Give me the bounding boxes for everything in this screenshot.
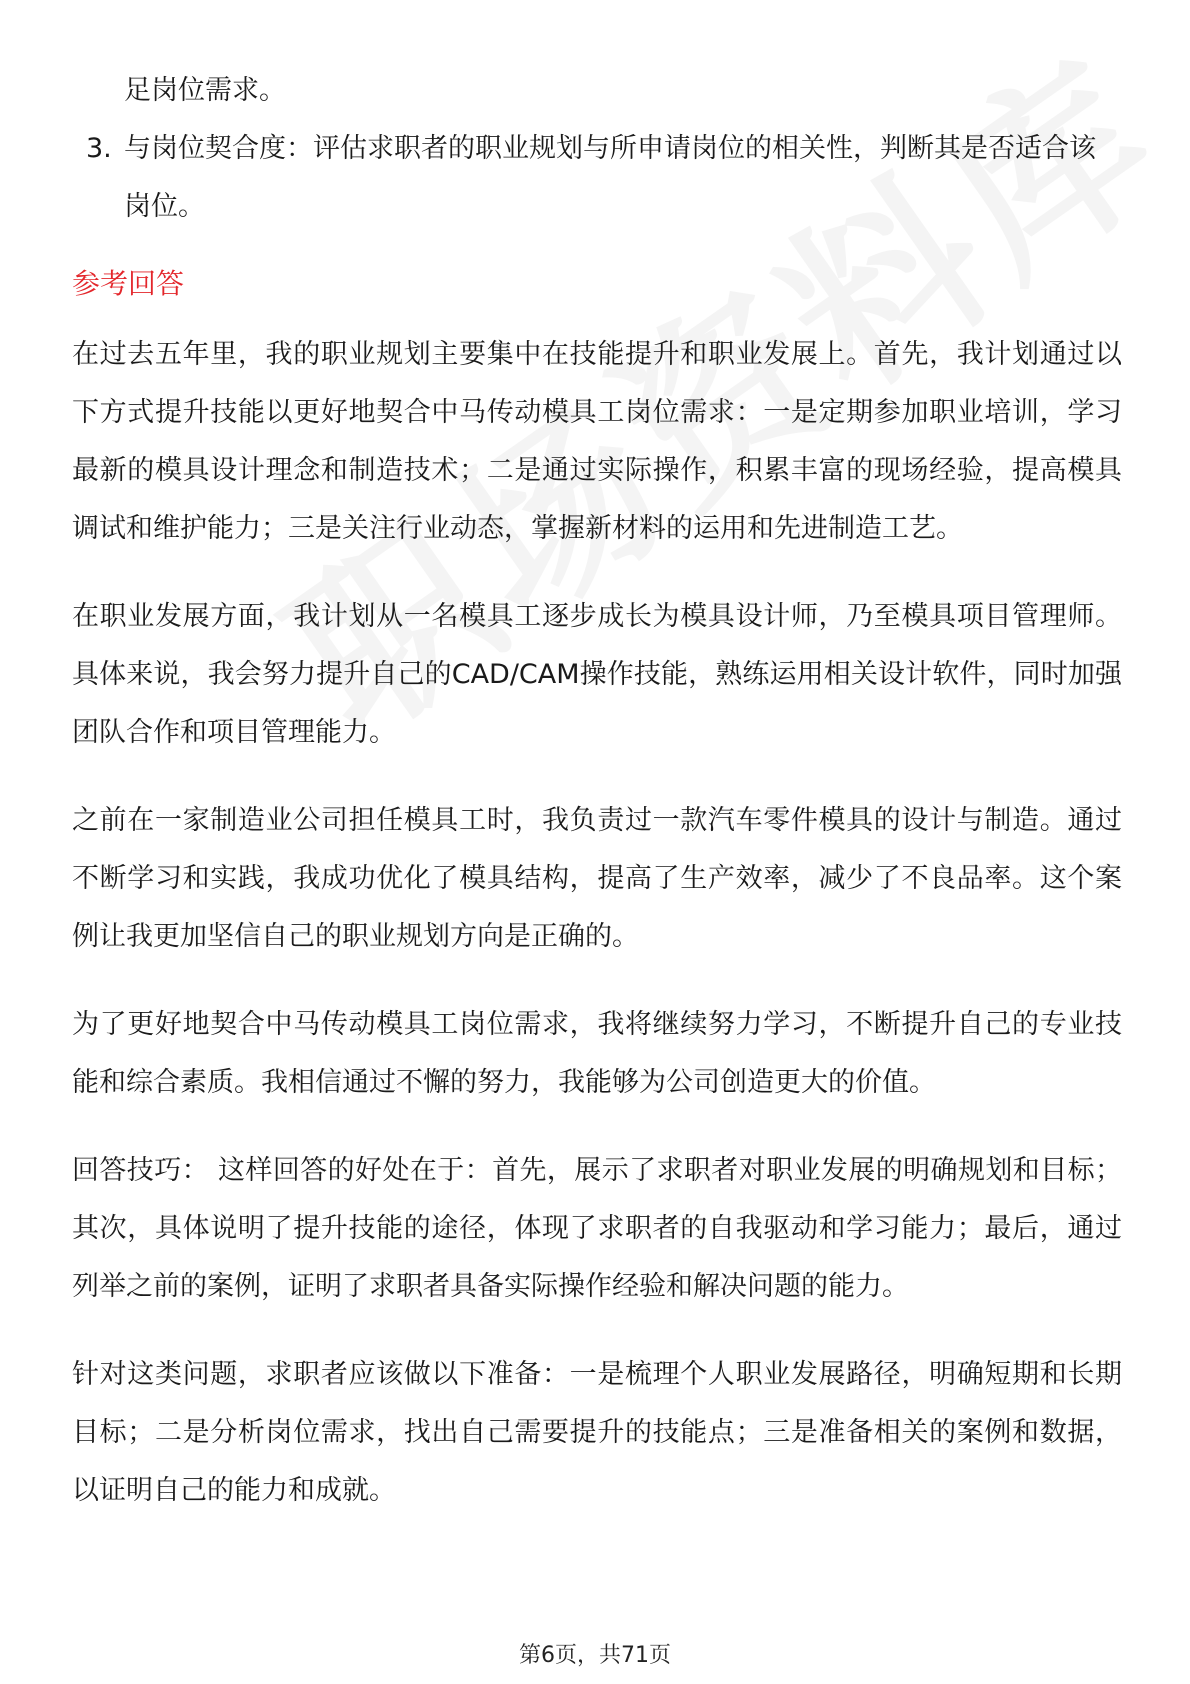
list-number: 3.	[86, 133, 112, 164]
paragraph-4: 为了更好地契合中马传动模具工岗位需求，我将继续努力学习，不断提升自己的专业技能和综合素质。我相信通过不懈的努力，我能够为公司创造更大的价值。	[72, 1009, 1122, 1098]
list-continuation: 足岗位需求。	[124, 75, 286, 106]
paragraph-answer-tips: 回答技巧： 这样回答的好处在于：首先，展示了求职者对职业发展的明确规划和目标；其次，具体说明了提升技能的途径，体现了求职者的自我驱动和学习能力；最后，通过列举之前的案例，证明了求职者具备实际操作经验和解决问题的能力。	[72, 1155, 1122, 1302]
paragraph-2: 在职业发展方面，我计划从一名模具工逐步成长为模具设计师，乃至模具项目管理师。具体来说，我会努力提升自己的CAD/CAM操作技能，熟练运用相关设计软件，同时加强团队合作和项目管理能力。	[72, 601, 1122, 748]
paragraph-3: 之前在一家制造业公司担任模具工时，我负责过一款汽车零件模具的设计与制造。通过不断学习和实践，我成功优化了模具结构，提高了生产效率，减少了不良品率。这个案例让我更加坚信自己的职业规划方向是正确的。	[72, 805, 1122, 952]
section-title: 参考回答	[72, 267, 185, 300]
page-footer: 第6页，共71页	[519, 1643, 671, 1668]
paragraph-1: 在过去五年里，我的职业规划主要集中在技能提升和职业发展上。首先，我计划通过以下方式提升技能以更好地契合中马传动模具工岗位需求：一是定期参加职业培训，学习最新的模具设计理念和制造技术；二是通过实际操作，积累丰富的现场经验，提高模具调试和维护能力；三是关注行业动态，掌握新材料的运用和先进制造工艺。	[72, 339, 1122, 544]
list-item-3	[72, 120, 1122, 236]
paragraph-preparation: 针对这类问题，求职者应该做以下准备：一是梳理个人职业发展路径，明确短期和长期目标；二是分析岗位需求，找出自己需要提升的技能点；三是准备相关的案例和数据，以证明自己的能力和成就。	[72, 1359, 1122, 1506]
page-content	[72, 62, 1122, 1550]
list-item-text: 与岗位契合度：评估求职者的职业规划与所申请岗位的相关性，判断其是否适合该岗位。	[124, 133, 1096, 222]
